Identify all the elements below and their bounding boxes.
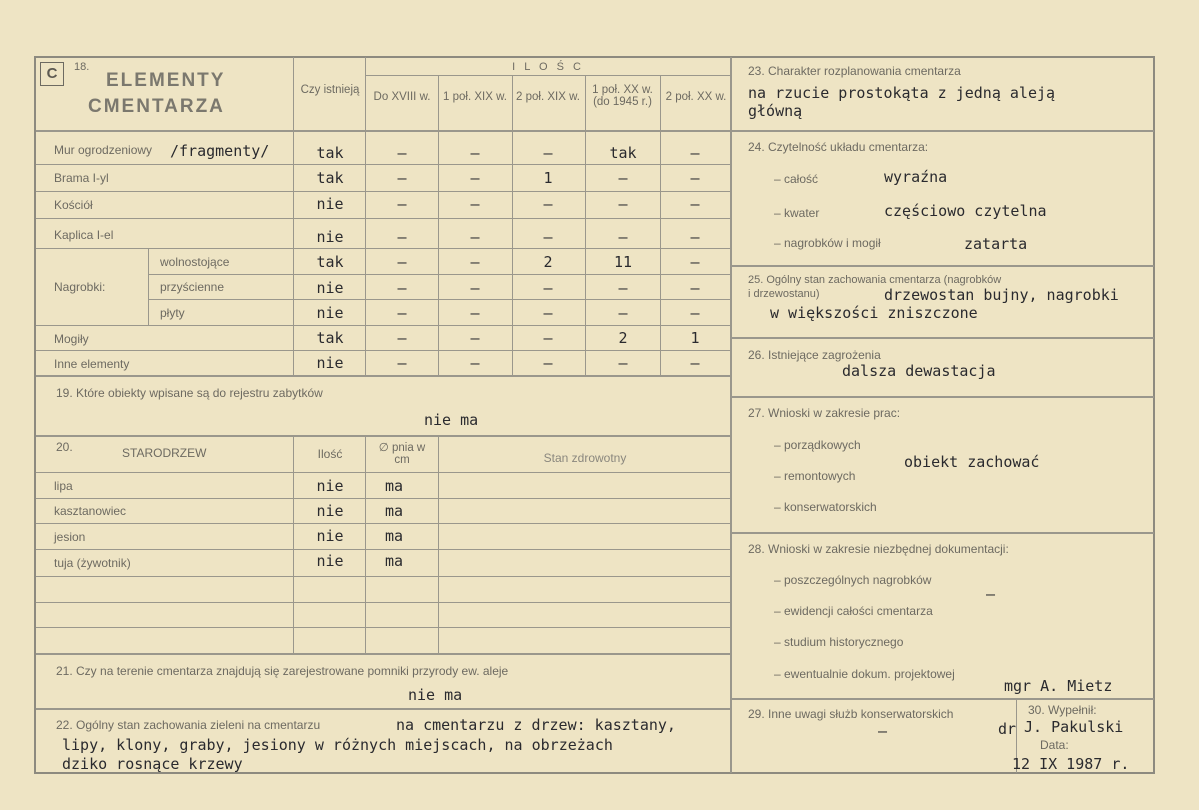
q21-label: 21. Czy na terenie cmentarza znajdują się zarejestrowane pomniki przyrody ew. aleje [56,664,509,678]
q26-label: 26. Istniejące zagrożenia [748,348,881,362]
divider [438,75,439,375]
divider [731,396,1154,398]
cell-value: – [543,279,553,297]
row-label-plyty: płyty [160,306,185,320]
section-number: 18. [74,61,90,73]
cell-value: – [690,195,700,213]
cell-value: – [690,169,700,187]
q28-item: – poszczególnych nagrobków [774,573,932,587]
q25-answer1: drzewostan bujny, nagrobki [884,286,1119,304]
q27-item: – porządkowych [774,438,861,452]
divider [148,274,731,275]
q28-item: – ewentualnie dokum. projektowej [774,667,955,681]
col-header-2: 2 poł. XIX w. [516,91,580,103]
divider [36,191,731,192]
cell-value: 11 [613,253,633,271]
col-header-1: 1 poł. XIX w. [443,91,507,103]
divider [731,698,1154,700]
cell-value: – [690,304,700,322]
cell-value: – [470,169,480,187]
cell-value: – [397,195,407,213]
cell-czy: nie [316,304,344,322]
row-extra-mur: /fragmenty/ [170,142,270,160]
q19-label: 19. Które obiekty wpisane są do rejestru zabytków [56,386,323,400]
cell-czy: nie [316,195,344,213]
q22-label: 22. Ogólny stan zachowania zieleni na cmentarzu [56,718,321,732]
cell-value: – [690,253,700,271]
cell-value: – [470,279,480,297]
q28-item: – ewidencji całości cmentarza [774,604,933,618]
cell-value: – [690,228,700,246]
row-label-przyscienne: przyścienne [160,280,225,294]
cell-czy: nie [316,279,344,297]
cell-value: – [470,228,480,246]
divider [36,164,731,165]
q20-col-fi: ∅ pnia w cm [378,442,426,466]
ilosc-header: I L O Ś C [512,61,584,73]
tree-fi: ma [384,527,404,545]
divider [293,436,294,653]
cell-value: – [397,253,407,271]
col-header-czy: Czy istnieją [300,84,360,96]
divider [148,299,731,300]
tree-ilosc: nie [316,477,344,495]
cell-czy: tak [316,169,344,187]
cell-value: – [618,195,628,213]
q24-item-value: częściowo czytelna [884,202,1047,220]
cell-value: – [690,279,700,297]
cell-value: – [690,354,700,372]
divider [36,498,731,499]
cell-value: 1 [543,169,553,187]
divider [148,248,149,325]
cell-value: – [543,304,553,322]
row-label-mogily: Mogiły [54,332,89,346]
cell-value: – [397,354,407,372]
q29-label: 29. Inne uwagi służb konserwatorskich [748,707,954,721]
cell-value: – [543,228,553,246]
title-line2: CMENTARZA [88,96,225,117]
divider [36,549,731,550]
col-header-3: 1 poł. XX w. (do 1945 r.) [592,84,653,108]
q27-item: – remontowych [774,469,856,483]
cell-value: 2 [618,329,628,347]
divider [36,627,731,628]
q29-dr: dr [998,720,1017,738]
q27-label: 27. Wnioski w zakresie prac: [748,406,901,420]
row-label-inne: Inne elementy [54,357,130,371]
divider [36,523,731,524]
cell-value: – [470,195,480,213]
q27-answer: obiekt zachować [904,453,1040,471]
q20-number: 20. [56,440,73,454]
tree-ilosc: nie [316,502,344,520]
cell-value: 1 [690,329,700,347]
divider [512,75,513,375]
cell-value: – [618,354,628,372]
q24-item-label: – nagrobków i mogił [774,236,881,250]
divider [36,472,731,473]
cell-value: 2 [543,253,553,271]
cell-value: – [470,304,480,322]
cell-czy: tak [316,144,344,162]
cell-value: – [690,144,700,162]
row-label-kaplica: Kaplica I-el [54,228,114,242]
q24-item-value: wyraźna [884,168,948,186]
divider [585,75,586,375]
divider [36,576,731,577]
cell-value: – [470,354,480,372]
cell-value: – [618,169,628,187]
q28-signature: mgr A. Mietz [1004,677,1113,695]
divider [36,653,731,655]
divider [365,57,366,375]
cell-value: – [618,279,628,297]
divider [365,75,731,76]
q24-item-label: – kwater [774,206,820,220]
cell-value: – [618,228,628,246]
cell-value: – [397,279,407,297]
row-label-mur: Mur ogrodzeniowy [54,143,153,157]
divider [438,436,439,653]
cell-value: – [397,228,407,246]
divider [36,375,731,377]
divider [731,130,1154,132]
divider [731,532,1154,534]
cell-value: – [397,329,407,347]
q22-line2: lipy, klony, graby, jesiony w różnych miejscach, na obrzeżach [62,736,613,754]
cell-value: – [543,354,553,372]
q20-title: STARODRZEW [122,446,207,460]
nagrobki-label: Nagrobki: [54,280,106,294]
q28-label: 28. Wnioski w zakresie niezbędnej dokumentacji: [748,542,1009,556]
cell-value: – [618,304,628,322]
tree-name: lipa [54,479,73,493]
q25-label1: 25. Ogólny stan zachowania cmentarza (nagrobków [748,274,1002,286]
cell-czy: nie [316,228,344,246]
row-label-brama: Brama I-yl [54,171,109,185]
tree-ilosc: nie [316,527,344,545]
q22-line1: na cmentarzu z drzew: kasztany, [396,716,676,734]
cell-value: – [470,329,480,347]
q30-label: 30. Wypełnił: [1028,703,1097,717]
cell-value: – [397,144,407,162]
q25-answer2: w większości zniszczone [770,304,978,322]
divider [36,435,731,437]
q24-item-value: zatarta [964,235,1028,253]
divider [36,350,731,351]
divider [36,325,731,326]
row-label-kosciol: Kościół [54,198,93,212]
q28-dash: – [986,585,996,603]
q29-answer: – [878,722,888,740]
q28-item: – studium historycznego [774,635,904,649]
divider [731,337,1154,339]
q23-line1: na rzucie prostokąta z jedną aleją [748,84,1056,102]
cell-value: tak [609,144,637,162]
cell-value: – [543,144,553,162]
divider [36,218,731,219]
tree-fi: ma [384,502,404,520]
q19-answer: nie ma [424,411,479,429]
q23-line2: główną [748,102,803,120]
divider [36,708,731,710]
cell-value: – [470,253,480,271]
tree-fi: ma [384,552,404,570]
cell-value: – [543,329,553,347]
tree-fi: ma [384,477,404,495]
divider [36,248,731,249]
cell-value: – [543,195,553,213]
q26-answer: dalsza dewastacja [842,362,996,380]
q20-col-stan: Stan zdrowotny [543,451,627,465]
cell-value: – [470,144,480,162]
c-mark: C [40,62,64,86]
cell-czy: tak [316,253,344,271]
divider [731,265,1154,267]
q23-label: 23. Charakter rozplanowania cmentarza [748,64,961,78]
q24-label: 24. Czytelność układu cmentarza: [748,140,929,154]
q20-col-ilosc: Ilość [317,447,343,461]
divider [660,75,661,375]
q30-name: J. Pakulski [1024,718,1124,736]
divider [36,130,731,132]
q22-line3: dziko rosnące krzewy [62,755,243,773]
tree-name: tuja (żywotnik) [54,556,131,570]
divider [36,602,731,603]
cell-value: – [397,304,407,322]
row-label-wolnostojace: wolnostojące [160,255,230,269]
cell-czy: nie [316,354,344,372]
q27-item: – konserwatorskich [774,500,877,514]
q24-item-label: – całość [774,172,819,186]
cell-value: – [397,169,407,187]
q25-label2: i drzewostanu) [748,288,820,300]
col-header-4: 2 poł. XX w. [665,91,727,103]
divider [293,57,294,375]
cell-czy: tak [316,329,344,347]
q21-answer: nie ma [408,686,463,704]
q30-data-label: Data: [1040,738,1069,752]
q30-date: 12 IX 1987 r. [1012,755,1130,773]
tree-ilosc: nie [316,552,344,570]
tree-name: jesion [54,530,86,544]
tree-name: kasztanowiec [54,504,127,518]
title-line1: ELEMENTY [106,70,226,91]
col-header-0: Do XVIII w. [373,91,431,103]
